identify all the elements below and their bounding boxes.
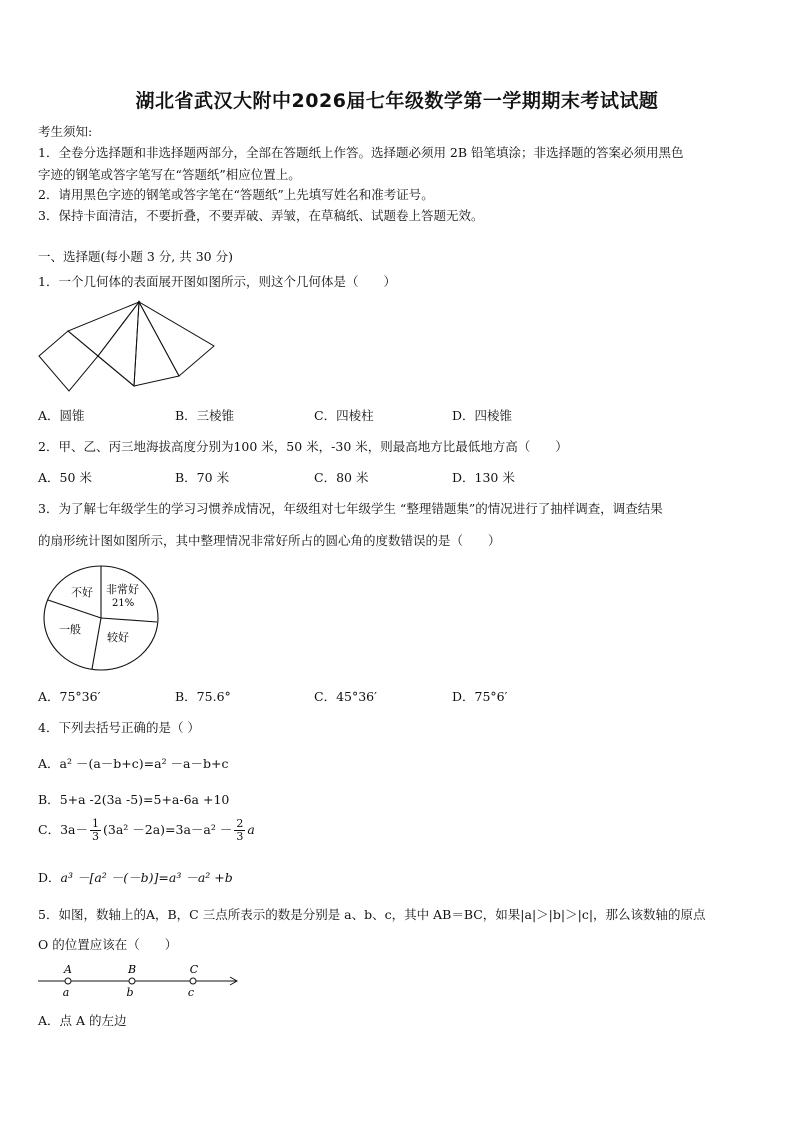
page-title: 湖北省武汉大附中2026届七年级数学第一学期期末考试试题 [135,90,659,112]
q1-stem: 1．一个几何体的表面展开图如图所示，则这个几何体是（ ） [38,274,396,289]
q1-option-b[interactable]: B．三棱锥 [175,408,235,423]
q5-number-line [36,961,242,1001]
q2-option-a[interactable]: A．50 米 [38,470,92,485]
q4-option-c-lhs: 3a－ [60,822,88,837]
net-triangle-3 [139,302,214,376]
pie-label-average: 一般 [59,623,81,636]
q4-option-b-expr: 5+a -2(3a -5)=5+a-6a +10 [59,792,230,807]
net-triangle-1 [68,302,139,356]
q4-option-c-frac1: $\frac{1}{3}$ [91,817,99,843]
point-a-value: a [62,986,70,999]
q1-option-a[interactable]: A．圆锥 [38,408,85,423]
q4-stem: 4．下列去括号正确的是（ ） [38,720,200,735]
q2-stem: 2．甲、乙、丙三地海拔高度分别为100 米，50 米，-30 米，则最高地方比最低地方高（ ） [38,439,568,454]
notice-item-2: 2．请用黑色字迹的钢笔或答字笔在“答题纸”上先填写姓名和准考证号。 [38,187,434,202]
q4-option-a-label: A． [38,756,60,771]
q2-option-b[interactable]: B．70 米 [175,470,230,485]
notice-item-1-cont: 字迹的钢笔或答字笔写在“答题纸”相应位置上。 [38,167,301,182]
q1-option-d[interactable]: D．四棱锥 [452,408,513,423]
q4-option-b-label: B． [38,792,60,807]
pie-label-very-good-pct: 21% [112,598,135,609]
q4-option-c-frac2: $\frac{2}{3}$ [236,817,244,843]
q4-option-c-tail: a [247,822,255,837]
q4-option-c-label: C． [38,822,61,837]
q3-pie-chart [40,562,165,674]
pie-label-very-good: 非常好 [106,583,139,596]
q3-option-a[interactable]: A．75°36′ [38,689,101,704]
point-c-value: c [187,986,195,999]
point-b-value: b [126,986,134,999]
section-heading: 一、选择题(每小题 3 分, 共 30 分) [38,249,233,264]
q4-option-d-label: D． [38,870,61,885]
q3-option-d[interactable]: D．75°6′ [452,689,508,704]
q4-option-b[interactable] [38,790,229,808]
notice-heading: 考生须知: [38,124,93,139]
q3-option-c[interactable]: C．45°36′ [314,689,377,704]
number-line-point-c [190,978,196,984]
q3-option-b[interactable]: B．75.6° [175,689,231,704]
q3-stem-line1: 3．为了解七年级学生的学习习惯养成情况，年级组对七年级学生 “整理错题集”的情况进行了抽样调查，调查结果 [38,501,663,516]
q2-option-c[interactable]: C．80 米 [314,470,369,485]
q4-option-d[interactable] [38,868,233,886]
q5-option-a[interactable]: A．点 A 的左边 [38,1013,127,1028]
pie-divider-left [48,600,101,618]
q1-net-figure [34,296,224,396]
q4-option-c-mid: (3a² －2a)=3a－a² － [102,822,233,837]
number-line-point-a [65,978,71,984]
notice-item-3: 3．保持卡面清洁，不要折叠，不要弄破、弄皱，在草稿纸、试题卷上答题无效。 [38,208,484,223]
net-triangle-2 [134,302,179,386]
q5-stem-line1: 5．如图，数轴上的A，B，C 三点所表示的数是分别是 a、b、c，其中 AB＝BC，如果|a|＞|b|＞|c|，那么该数轴的原点 [38,907,706,922]
q3-stem-line2: 的扇形统计图如图所示，其中整理情况非常好所占的圆心角的度数错误的是（ ） [38,533,501,548]
q1-option-c[interactable]: C．四棱柱 [314,408,374,423]
net-square-left [39,331,98,391]
q2-option-d[interactable]: D．130 米 [452,470,515,485]
notice-item-1: 1．全卷分选择题和非选择题两部分，全部在答题纸上作答。选择题必须用 2B 铅笔填涂；非选择题的答案必须用黑色 [38,145,684,160]
q4-option-d-expr: a³ －[a² －(－b)]=a³ －a² +b [60,870,233,885]
point-b-label: B [127,963,137,976]
pie-label-not-good: 不好 [71,586,93,599]
point-a-label: A [64,963,72,976]
pie-divider-right [101,618,157,622]
q4-option-c[interactable] [38,818,255,843]
q4-option-a-expr: a² －(a－b+c)=a² －a－b+c [59,756,229,771]
q5-stem-line2: O 的位置应该在（ ） [38,937,178,952]
point-c-label: C [189,963,199,976]
pie-label-good: 较好 [107,631,129,644]
q4-option-a[interactable] [38,754,229,772]
pie-divider-bottom [92,618,101,669]
number-line-point-b [129,978,135,984]
